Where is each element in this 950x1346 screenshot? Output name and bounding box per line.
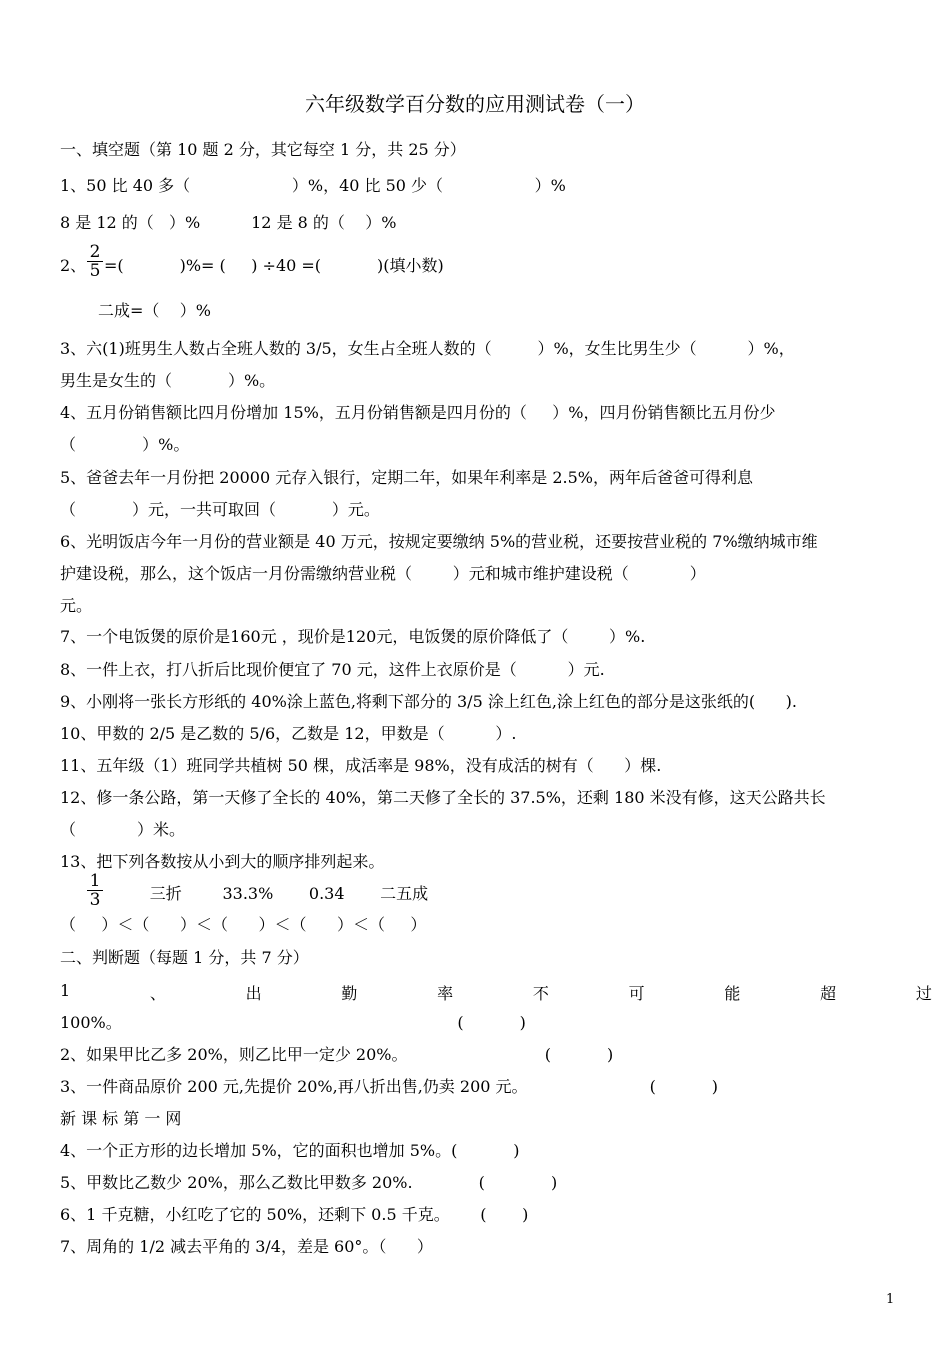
question-12a: 12、修一条公路，第一天修了全长的 40%，第二天修了全长的 37.5%，还剩 180 米没有修，这天公路共长 [60, 788, 826, 807]
question-6b: 护建设税，那么，这个饭店一月份需缴纳营业税（ ）元和城市维护建设税（ ） [60, 564, 706, 583]
judge-question-5: 5、甲数比乙数少 20%，那么乙数比甲数多 20%. ( ) [60, 1173, 558, 1192]
judge-token: 1 [60, 981, 71, 1000]
question-6c: 元。 [60, 596, 93, 615]
question-13-items: 三折 33.3% 0.34 二五成 [104, 884, 429, 903]
page-number: 1 [886, 1292, 895, 1307]
question-4b: （ ）%。 [60, 435, 190, 454]
question-4a: 4、五月份销售额比四月份增加 15%，五月份销售额是四月份的（ ）%，四月份销售额比五月份少 [60, 403, 776, 422]
judge-question-6: 6、1 千克糖，小红吃了它的 50%，还剩下 0.5 千克。 ( ) [60, 1205, 529, 1224]
judge-question-4: 4、一个正方形的边长增加 5%，它的面积也增加 5%。( ) [60, 1141, 520, 1160]
question-5b: （ ）元，一共可取回（ ）元。 [60, 500, 380, 519]
question-6a: 6、光明饭店今年一月份的营业额是 40 万元，按规定要缴纳 5%的营业税，还要按营业税的 7%缴纳城市维 [60, 532, 818, 551]
question-8: 8、一件上衣，打八折后比现价便宜了 70 元，这件上衣原价是（ ）元. [60, 660, 605, 679]
page-title: 六年级数学百分数的应用测试卷（一） [305, 92, 645, 116]
judge-question-3: 3、一件商品原价 200 元,先提价 20%,再八折出售,仍卖 200 元。 ( ) [60, 1077, 719, 1096]
question-7: 7、一个电饭煲的原价是160元 ，现价是120元，电饭煲的原价降低了（ ）%. [60, 627, 646, 646]
judge-question-7: 7、周角的 1/2 减去平角的 3/4，差是 60°。（ ） [60, 1237, 433, 1256]
judge-token: 勤 [341, 984, 358, 1003]
fraction-two-fifths [87, 243, 103, 280]
fraction-numerator: 1 [87, 872, 103, 891]
fraction-denominator: 5 [89, 261, 101, 281]
judge-token: 可 [628, 984, 645, 1003]
judge-token: 、 [149, 984, 166, 1003]
section-1-header: 一、填空题（第 10 题 2 分，其它每空 1 分，共 25 分） [60, 140, 466, 159]
fraction-denominator: 3 [89, 890, 101, 910]
question-10: 10、甲数的 2/5 是乙数的 5/6，乙数是 12，甲数是（ ）. [60, 724, 517, 743]
question-2b: 二成=（ ）% [98, 301, 211, 320]
question-13-order: （ ）＜（ ）＜（ ）＜（ ）＜（ ） [60, 915, 427, 934]
section-2-header: 二、判断题（每题 1 分，共 7 分） [60, 948, 309, 967]
judge-question-1b: 100%。 ( ) [60, 1013, 526, 1032]
question-2-rest: =( )%= ( ) ÷40 =( )(填小数) [104, 256, 444, 275]
question-2-prefix: 2、 [60, 256, 87, 275]
judge-question-1a [60, 981, 932, 1004]
watermark-note: 新 课 标 第 一 网 [60, 1109, 182, 1128]
judge-token: 能 [724, 984, 741, 1003]
question-3a: 3、六(1)班男生人数占全班人数的 3/5，女生占全班人数的（ ）%，女生比男生少（ ）%， [60, 339, 795, 358]
question-11: 11、五年级（1）班同学共植树 50 棵，成活率是 98%，没有成活的树有（ ）棵. [60, 756, 662, 775]
judge-question-2: 2、如果甲比乙多 20%，则乙比甲一定少 20%。 ( ) [60, 1045, 614, 1064]
question-13: 13、把下列各数按从小到大的顺序排列起来。 [60, 852, 385, 871]
fraction-one-third [87, 872, 103, 909]
question-1b: 8 是 12 的（ ）% 12 是 8 的（ ）% [60, 213, 397, 232]
question-5a: 5、爸爸去年一月份把 20000 元存入银行，定期二年，如果年利率是 2.5%，两年后爸爸可得利息 [60, 468, 753, 487]
judge-token: 超 [820, 984, 837, 1003]
fraction-numerator: 2 [87, 243, 103, 262]
judge-token: 不 [532, 984, 549, 1003]
judge-token: 出 [245, 984, 262, 1003]
question-1a: 1、50 比 40 多（ ）%，40 比 50 少（ ）% [60, 176, 566, 195]
judge-token: 率 [437, 984, 454, 1003]
question-12b: （ ）米。 [60, 820, 186, 839]
judge-token: 过 [915, 984, 932, 1003]
question-3b: 男生是女生的（ ）%。 [60, 371, 276, 390]
question-9: 9、小刚将一张长方形纸的 40%涂上蓝色,将剩下部分的 3/5 涂上红色,涂上红色的部分是这张纸的( ). [60, 692, 798, 711]
